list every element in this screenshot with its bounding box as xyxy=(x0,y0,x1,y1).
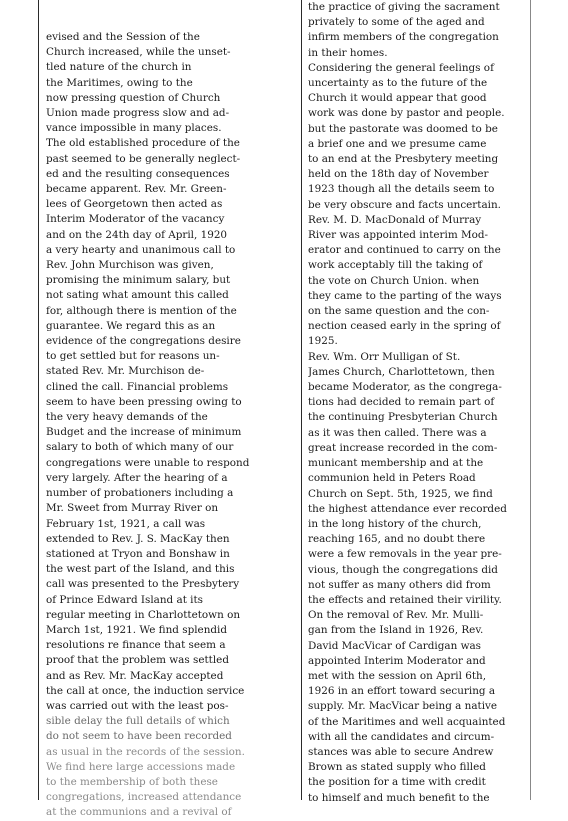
text-line: call was presented to the Presbytery xyxy=(46,578,240,591)
text-line: Interim Moderator of the vacancy xyxy=(46,213,225,226)
text-line: to an end at the Presbytery meeting xyxy=(308,153,499,166)
text-line: proof that the problem was settled xyxy=(46,654,229,667)
text-line: of the Maritimes and well acquainted xyxy=(308,715,506,728)
text-line: supply. Mr. MacVicar being a native xyxy=(308,700,498,713)
text-line: gan from the Island in 1926, Rev. xyxy=(308,624,484,637)
text-line: communion held in Peters Road xyxy=(308,472,476,485)
text-line: do not seem to have been recorded xyxy=(46,730,232,743)
text-line: the practice of giving the sacrament xyxy=(308,1,500,13)
text-line: to the membership of both these xyxy=(46,775,218,788)
text-line: extended to Rev. J. S. MacKay then xyxy=(46,532,230,545)
text-line: was carried out with the least pos- xyxy=(46,699,229,712)
text-line: stationed at Tryon and Bonshaw in xyxy=(46,547,230,560)
text-line: resolutions re finance that seem a xyxy=(46,639,226,652)
text-line: congregations, increased attendance xyxy=(46,791,242,804)
right-column-text xyxy=(308,0,522,806)
text-line: ed and the resulting consequences xyxy=(46,167,230,180)
left-column-rule xyxy=(38,0,39,800)
text-line: stated Rev. Mr. Murchison de- xyxy=(46,365,205,378)
text-line: The old established procedure of the xyxy=(46,137,240,150)
text-line: tions had decided to remain part of xyxy=(308,396,495,409)
text-line: they came to the parting of the ways xyxy=(308,289,502,302)
center-column-rule xyxy=(301,0,302,800)
text-line: clined the call. Financial problems xyxy=(46,380,229,393)
text-line: the vote on Church Union. when xyxy=(308,274,480,287)
text-line: Considering the general feelings of xyxy=(308,61,494,74)
text-line: Church increased, while the unset- xyxy=(46,46,231,59)
text-line: held on the 18th day of November xyxy=(308,168,489,181)
text-line: and as Rev. Mr. MacKay accepted xyxy=(46,669,224,682)
text-line: evidence of the congregations desire xyxy=(46,335,241,348)
text-line: the highest attendance ever recorded xyxy=(308,502,507,515)
text-line: Budget and the increase of minimum xyxy=(46,426,242,439)
text-line: vious, though the congregations did xyxy=(308,563,498,576)
text-line: the continuing Presbyterian Church xyxy=(308,411,498,424)
text-line: be very obscure and facts uncertain. xyxy=(308,198,501,211)
left-text-column xyxy=(46,30,296,821)
text-line: met with the session on April 6th, xyxy=(308,669,487,682)
text-line: vance impossible in many places. xyxy=(46,122,222,135)
text-line: 1923 though all the details seem to xyxy=(308,183,495,196)
text-line: James Church, Charlottetown, then xyxy=(308,365,495,378)
text-line: erator and continued to carry on the xyxy=(308,244,501,257)
text-line: but the pastorate was doomed to be xyxy=(308,122,498,135)
text-line: evised and the Session of the xyxy=(46,31,200,43)
text-line: reaching 165, and no doubt there xyxy=(308,533,486,546)
text-line: the effects and retained their virility. xyxy=(308,593,502,606)
text-line: privately to some of the aged and xyxy=(308,16,485,29)
text-line: and on the 24th day of April, 1920 xyxy=(46,228,228,241)
text-line: for, although there is mention of the xyxy=(46,304,237,317)
text-line: work acceptably till the taking of xyxy=(308,259,483,272)
text-line: sible delay the full details of which xyxy=(46,715,230,728)
text-line: lees of Georgetown then acted as xyxy=(46,198,223,211)
text-line: with all the candidates and circum- xyxy=(308,730,495,743)
text-line: promising the minimum salary, but xyxy=(46,274,231,287)
text-line: the very heavy demands of the xyxy=(46,411,208,424)
text-line: not sating what amount this called xyxy=(46,289,229,302)
text-line: as usual in the records of the session. xyxy=(46,745,245,758)
right-text-column xyxy=(308,0,522,806)
text-line: number of probationers including a xyxy=(46,487,234,500)
text-line: the call at once, the induction service xyxy=(46,684,245,697)
text-line: Brown as stated supply who filled xyxy=(308,761,486,774)
text-line: congregations were unable to respond xyxy=(46,456,250,469)
text-line: at the communions and a revival of xyxy=(46,806,232,819)
text-line: uncertainty as to the future of the xyxy=(308,77,488,90)
text-line: We find here large accessions made xyxy=(46,760,236,773)
text-line: work was done by pastor and people. xyxy=(308,107,505,120)
text-line: guarantee. We regard this as an xyxy=(46,319,216,332)
text-line: municant membership and at the xyxy=(308,457,484,470)
text-line: Rev. John Murchison was given, xyxy=(46,259,214,272)
text-line: infirm members of the congregation xyxy=(308,31,499,44)
text-line: in their homes. xyxy=(308,46,388,59)
text-line: in the long history of the church, xyxy=(308,517,482,530)
text-line: past seemed to be generally neglect- xyxy=(46,152,241,165)
text-line: Mr. Sweet from Murray River on xyxy=(46,502,219,515)
text-line: On the removal of Rev. Mr. Mulli- xyxy=(308,609,484,622)
text-line: a brief one and we presume came xyxy=(308,137,487,150)
text-line: March 1st, 1921. We find splendid xyxy=(46,623,228,636)
text-line: to get settled but for reasons un- xyxy=(46,350,220,363)
text-line: of Prince Edward Island at its xyxy=(46,593,204,606)
text-line: great increase recorded in the com- xyxy=(308,441,498,454)
text-line: the Maritimes, owing to the xyxy=(46,76,193,89)
text-line: nection ceased early in the spring of xyxy=(308,320,501,333)
text-line: River was appointed interim Mod- xyxy=(308,229,489,242)
text-line: stances was able to secure Andrew xyxy=(308,745,494,758)
text-line: became apparent. Rev. Mr. Green- xyxy=(46,183,227,196)
text-line: the position for a time with credit xyxy=(308,776,486,789)
text-line: 1926 in an effort toward securing a xyxy=(308,685,496,698)
text-line: the west part of the Island, and this xyxy=(46,563,235,576)
text-line: seem to have been pressing owing to xyxy=(46,395,242,408)
text-line: Church on Sept. 5th, 1925, we find xyxy=(308,487,493,500)
text-line: tled nature of the church in xyxy=(46,61,192,74)
text-line: were a few removals in the year pre- xyxy=(308,548,502,561)
text-line: appointed Interim Moderator and xyxy=(308,654,486,667)
text-line: Church it would appear that good xyxy=(308,92,487,105)
text-line: on the same question and the con- xyxy=(308,305,490,318)
text-line: February 1st, 1921, a call was xyxy=(46,517,206,530)
text-line: Rev. M. D. MacDonald of Murray xyxy=(308,213,482,226)
text-line: very largely. After the hearing of a xyxy=(46,471,228,484)
text-line: a very hearty and unanimous call to xyxy=(46,243,236,256)
right-edge-rule xyxy=(530,0,531,800)
text-line: not suffer as many others did from xyxy=(308,578,491,591)
text-line: as it was then called. There was a xyxy=(308,426,487,439)
text-line: Rev. Wm. Orr Mulligan of St. xyxy=(308,350,461,363)
text-line: Union made progress slow and ad- xyxy=(46,107,230,120)
text-line: 1925. xyxy=(308,335,338,348)
left-column-text xyxy=(46,30,296,821)
text-line: regular meeting in Charlottetown on xyxy=(46,608,241,621)
text-line: now pressing question of Church xyxy=(46,91,221,104)
text-line: David MacVicar of Cardigan was xyxy=(308,639,482,652)
text-line: became Moderator, as the congrega- xyxy=(308,381,502,394)
text-line: salary to both of which many of our xyxy=(46,441,234,454)
text-line: to himself and much benefit to the xyxy=(308,791,490,804)
